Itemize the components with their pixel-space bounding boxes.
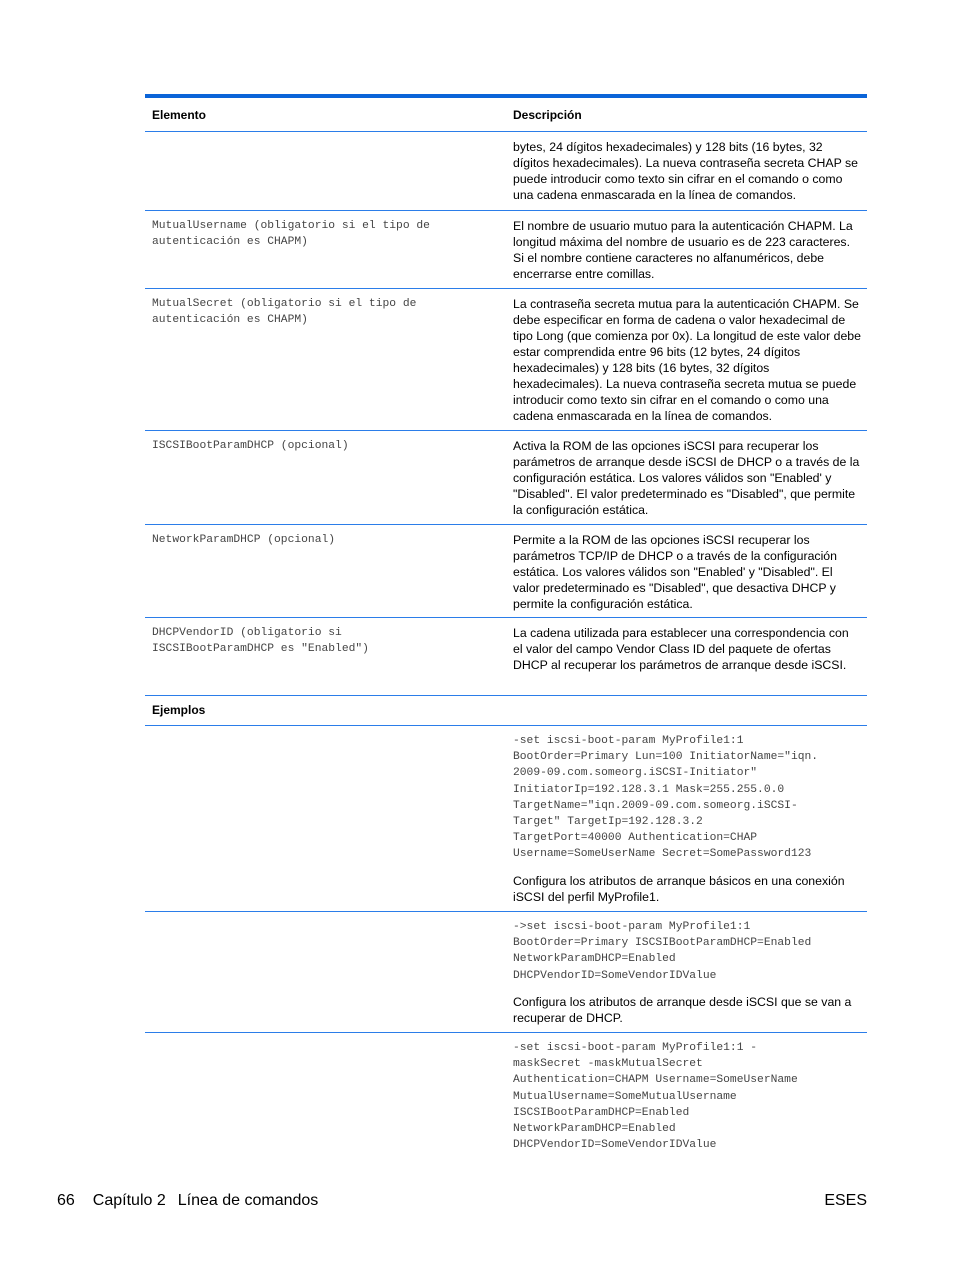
example-row xyxy=(145,726,867,912)
table-row xyxy=(145,289,867,431)
chapter-label: Capítulo 2 xyxy=(92,1192,166,1209)
element-cell: NetworkParamDHCP (opcional) xyxy=(152,534,336,546)
example-code: -set iscsi-boot-param MyProfile1:1 - maskSecret -maskMutualSecret Authentication=CHAPM Username=SomeUserName MutualUsername=SomeMutualUsername ISCSIBootParamDHCP=Enabled NetworkParamDHCP=Enabled DHCPVendorID=SomeVendorIDValue xyxy=(513,1042,798,1152)
page-footer-locale: ESES xyxy=(824,1192,867,1209)
chapter-title: Línea de comandos xyxy=(177,1192,319,1209)
table-row xyxy=(145,618,867,696)
example-note: Configura los atributos de arranque básicos en una conexión iSCSI del perfil MyProfile1. xyxy=(513,873,845,904)
header-elemento: Elemento xyxy=(152,107,207,122)
page-footer-left xyxy=(57,1192,318,1210)
table-row xyxy=(145,132,867,211)
description-cell: Permite a la ROM de las opciones iSCSI recuperar los parámetros TCP/IP de DHCP o a través de la configuración estática. Los valores válidos son "Enabled' y "Disabled". El valor predeterminado es "Disabled", que desactiva DHCP y permite la configuración estática. xyxy=(513,533,837,611)
description-cell: La cadena utilizada para establecer una correspondencia con el valor del campo Vendor Class ID del paquete de ofertas DHCP al recuperar los parámetros de arranque desde iSCSI. xyxy=(513,626,849,672)
example-code: -set iscsi-boot-param MyProfile1:1 BootOrder=Primary Lun=100 InitiatorName="iqn. 2009-09.com.someorg.iSCSI-Initiator" InitiatorIp=192.128.3.1 Mask=255.255.0.0 TargetName="iqn.2009-09.com.someorg.iSCSI- Target" TargetIp=192.128.3.2 TargetPort=40000 Authentication=CHAP Username=SomeUserName Secret=SomePassword123 xyxy=(513,735,819,861)
table-row xyxy=(145,525,867,618)
element-cell: ISCSIBootParamDHCP (opcional) xyxy=(152,440,349,452)
element-cell: MutualUsername (obligatorio si el tipo de autenticación es CHAPM) xyxy=(152,220,430,249)
element-cell: DHCPVendorID (obligatorio si ISCSIBootParamDHCP es "Enabled") xyxy=(152,627,369,656)
table-row xyxy=(145,431,867,525)
header-descripcion: Descripción xyxy=(513,107,582,122)
example-note: Configura los atributos de arranque desde iSCSI que se van a recuperar de DHCP. xyxy=(513,994,852,1025)
description-cell: Activa la ROM de las opciones iSCSI para recuperar los parámetros de arranque desde iSCSI de DHCP o a través de la configuración estática. Los valores válidos son "Enabled' y "Disabled". El valor predeterminado es "Disabled", que permite la configuración estática. xyxy=(513,439,860,517)
table-header-row xyxy=(145,98,867,132)
example-row xyxy=(145,1033,867,1163)
description-cell: La contraseña secreta mutua para la autenticación CHAPM. Se debe especificar en forma de cadena o valor hexadecimal de tipo Long (que comienza por 0x). La longitud de este valor debe estar comprendida entre 96 bits (12 bytes, 24 dígitos hexadecimales) y 128 bits (16 bytes, 32 dígitos hexadecimales). La nueva contraseña secreta mutua se puede introducir como texto sin cifrar en el comando o como una cadena enmascarada en la línea de comandos. xyxy=(513,297,861,423)
examples-label: Ejemplos xyxy=(152,703,206,717)
description-cell: El nombre de usuario mutuo para la autenticación CHAPM. La longitud máxima del nombre de usuario es de 223 caracteres. Si el nombre contiene caracteres no alfanuméricos, debe encerrarse entre comillas. xyxy=(513,219,853,281)
description-cell: bytes, 24 dígitos hexadecimales) y 128 bits (16 bytes, 32 dígitos hexadecimales). La nueva contraseña secreta CHAP se puede introducir como texto sin cifrar en el comando o como una cadena enmascarada en la línea de comandos. xyxy=(513,140,858,202)
examples-section-row xyxy=(145,696,867,726)
example-row xyxy=(145,912,867,1033)
example-code: ->set iscsi-boot-param MyProfile1:1 BootOrder=Primary ISCSIBootParamDHCP=Enabled NetworkParamDHCP=Enabled DHCPVendorID=SomeVendorIDValue xyxy=(513,921,812,982)
table-row xyxy=(145,211,867,289)
parameter-table xyxy=(145,94,867,1163)
element-cell: MutualSecret (obligatorio si el tipo de autenticación es CHAPM) xyxy=(152,298,417,327)
page-number: 66 xyxy=(57,1192,75,1209)
element-cell xyxy=(145,132,506,210)
